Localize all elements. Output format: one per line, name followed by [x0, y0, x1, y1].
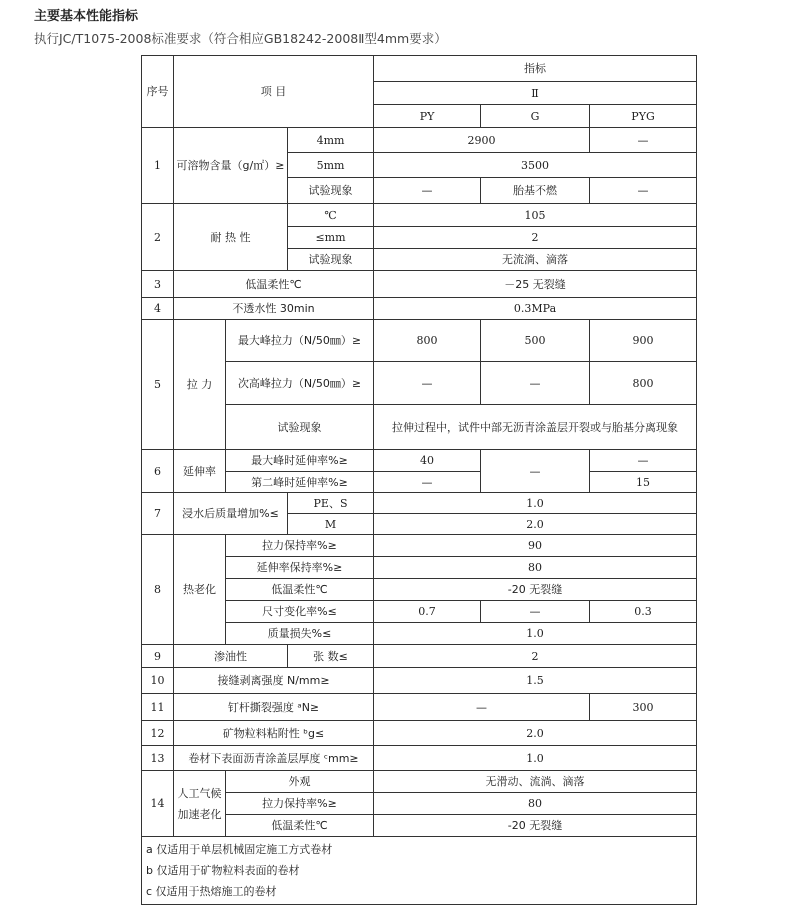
- cell-value: 2.0: [374, 721, 697, 746]
- cell-value: 80: [374, 557, 697, 579]
- row-item: 矿物粒料粘附性 ᵇg≤: [174, 721, 374, 746]
- cell-value: —: [374, 178, 481, 204]
- cell-value: 105: [374, 204, 697, 227]
- footnote-c: c 仅适用于热熔施工的卷材: [146, 885, 277, 898]
- spec-table: [141, 55, 697, 905]
- table-row: [142, 320, 697, 362]
- row-item: 延伸率: [174, 450, 226, 493]
- table-row: [142, 450, 697, 472]
- row-item: 浸水后质量增加%≤: [174, 493, 288, 535]
- cell-value: —: [481, 601, 590, 623]
- row-subitem: 试验现象: [288, 178, 374, 204]
- footnote-b: b 仅适用于矿物粒料表面的卷材: [146, 864, 300, 877]
- cell-value: 2: [374, 645, 697, 668]
- table-row: [142, 298, 697, 320]
- header-col-g: G: [481, 105, 590, 128]
- cell-value: 90: [374, 535, 697, 557]
- row-item: 钉杆撕裂强度 ᵃN≥: [174, 694, 374, 721]
- cell-value: —: [481, 450, 590, 493]
- row-item: 可溶物含量（g/㎡）≥: [174, 128, 288, 204]
- table-row: [142, 746, 697, 771]
- cell-value: 800: [374, 320, 481, 362]
- row-subitem: 试验现象: [288, 249, 374, 271]
- row-number: 14: [142, 771, 174, 837]
- row-subitem: 外观: [226, 771, 374, 793]
- table-row: [142, 493, 697, 514]
- row-subitem: 第二峰时延伸率%≥: [226, 472, 374, 493]
- cell-value: 0.3: [590, 601, 697, 623]
- row-number: 8: [142, 535, 174, 645]
- header-grade: Ⅱ: [374, 82, 697, 105]
- row-item: 热老化: [174, 535, 226, 645]
- cell-value: 40: [374, 450, 481, 472]
- footnote-a: a 仅适用于单层机械固定施工方式卷材: [146, 843, 333, 856]
- table-notes-row: [142, 837, 697, 905]
- cell-value: 拉伸过程中，试件中部无沥青涂盖层开裂或与胎基分离现象: [374, 405, 697, 450]
- cell-value: —: [590, 128, 697, 153]
- row-item: 卷材下表面沥青涂盖层厚度 ᶜmm≥: [174, 746, 374, 771]
- cell-value: 500: [481, 320, 590, 362]
- table-row: [142, 535, 697, 557]
- row-number: 1: [142, 128, 174, 204]
- row-number: 10: [142, 668, 174, 694]
- row-number: 4: [142, 298, 174, 320]
- cell-value: 900: [590, 320, 697, 362]
- row-subitem: 尺寸变化率%≤: [226, 601, 374, 623]
- cell-value: —: [374, 362, 481, 405]
- cell-value: 1.0: [374, 493, 697, 514]
- row-subitem: 5mm: [288, 153, 374, 178]
- header-seq: 序号: [142, 56, 174, 128]
- cell-value: 胎基不燃: [481, 178, 590, 204]
- row-number: 2: [142, 204, 174, 271]
- cell-value: 15: [590, 472, 697, 493]
- table-row: [142, 128, 697, 153]
- table-row: [142, 645, 697, 668]
- table-row: [142, 771, 697, 793]
- row-subitem: 张 数≤: [288, 645, 374, 668]
- row-subitem: 试验现象: [226, 405, 374, 450]
- row-subitem: M: [288, 514, 374, 535]
- row-item: 耐 热 性: [174, 204, 288, 271]
- cell-value: 3500: [374, 153, 697, 178]
- row-number: 9: [142, 645, 174, 668]
- cell-value: 无滑动、流淌、滴落: [374, 771, 697, 793]
- row-subitem: 延伸率保持率%≥: [226, 557, 374, 579]
- cell-value: 2: [374, 227, 697, 249]
- row-number: 6: [142, 450, 174, 493]
- row-subitem: 质量损失%≤: [226, 623, 374, 645]
- table-row: [142, 694, 697, 721]
- row-number: 12: [142, 721, 174, 746]
- page-title: 主要基本性能指标: [34, 9, 139, 24]
- row-subitem: PE、S: [288, 493, 374, 514]
- row-item: 拉 力: [174, 320, 226, 450]
- row-item: 接缝剥离强度 N/mm≥: [174, 668, 374, 694]
- row-number: 5: [142, 320, 174, 450]
- row-subitem: 最大峰拉力（N/50㎜）≥: [226, 320, 374, 362]
- row-number: 11: [142, 694, 174, 721]
- row-number: 7: [142, 493, 174, 535]
- row-number: 13: [142, 746, 174, 771]
- table-row: [142, 668, 697, 694]
- cell-value: 300: [590, 694, 697, 721]
- row-subitem: 拉力保持率%≥: [226, 535, 374, 557]
- row-subitem: 次高峰拉力（N/50㎜）≥: [226, 362, 374, 405]
- cell-value: -20 无裂缝: [374, 579, 697, 601]
- cell-value: 0.3MPa: [374, 298, 697, 320]
- row-item: 人工气候加速老化: [174, 771, 226, 837]
- cell-value: 1.0: [374, 746, 697, 771]
- header-item: 项 目: [174, 56, 374, 128]
- row-subitem: ≤mm: [288, 227, 374, 249]
- row-item: 不透水性 30min: [174, 298, 374, 320]
- cell-value: 0.7: [374, 601, 481, 623]
- row-subitem: 低温柔性℃: [226, 815, 374, 837]
- row-number: 3: [142, 271, 174, 298]
- cell-value: —: [590, 450, 697, 472]
- row-subitem: 低温柔性℃: [226, 579, 374, 601]
- row-item: 渗油性: [174, 645, 288, 668]
- cell-value: —: [374, 472, 481, 493]
- cell-value: 80: [374, 793, 697, 815]
- cell-value: —: [481, 362, 590, 405]
- cell-value: 无流淌、滴落: [374, 249, 697, 271]
- cell-value: 1.5: [374, 668, 697, 694]
- cell-value: 2.0: [374, 514, 697, 535]
- cell-value: 1.0: [374, 623, 697, 645]
- cell-value: －25 无裂缝: [374, 271, 697, 298]
- cell-value: 800: [590, 362, 697, 405]
- cell-value: -20 无裂缝: [374, 815, 697, 837]
- table-row: [142, 721, 697, 746]
- table-row: [142, 271, 697, 298]
- row-subitem: 最大峰时延伸率%≥: [226, 450, 374, 472]
- cell-value: —: [374, 694, 590, 721]
- page-subtitle: 执行JC/T1075-2008标准要求（符合相应GB18242-2008Ⅱ型4mm要求）: [34, 31, 447, 46]
- row-subitem: 4mm: [288, 128, 374, 153]
- row-subitem: ℃: [288, 204, 374, 227]
- row-item: 低温柔性℃: [174, 271, 374, 298]
- cell-value: —: [590, 178, 697, 204]
- row-subitem: 拉力保持率%≥: [226, 793, 374, 815]
- table-notes: [142, 837, 697, 905]
- table-row: [142, 204, 697, 227]
- cell-value: 2900: [374, 128, 590, 153]
- header-col-py: PY: [374, 105, 481, 128]
- header-index: 指标: [374, 56, 697, 82]
- header-col-pyg: PYG: [590, 105, 697, 128]
- table-header-row: [142, 56, 697, 82]
